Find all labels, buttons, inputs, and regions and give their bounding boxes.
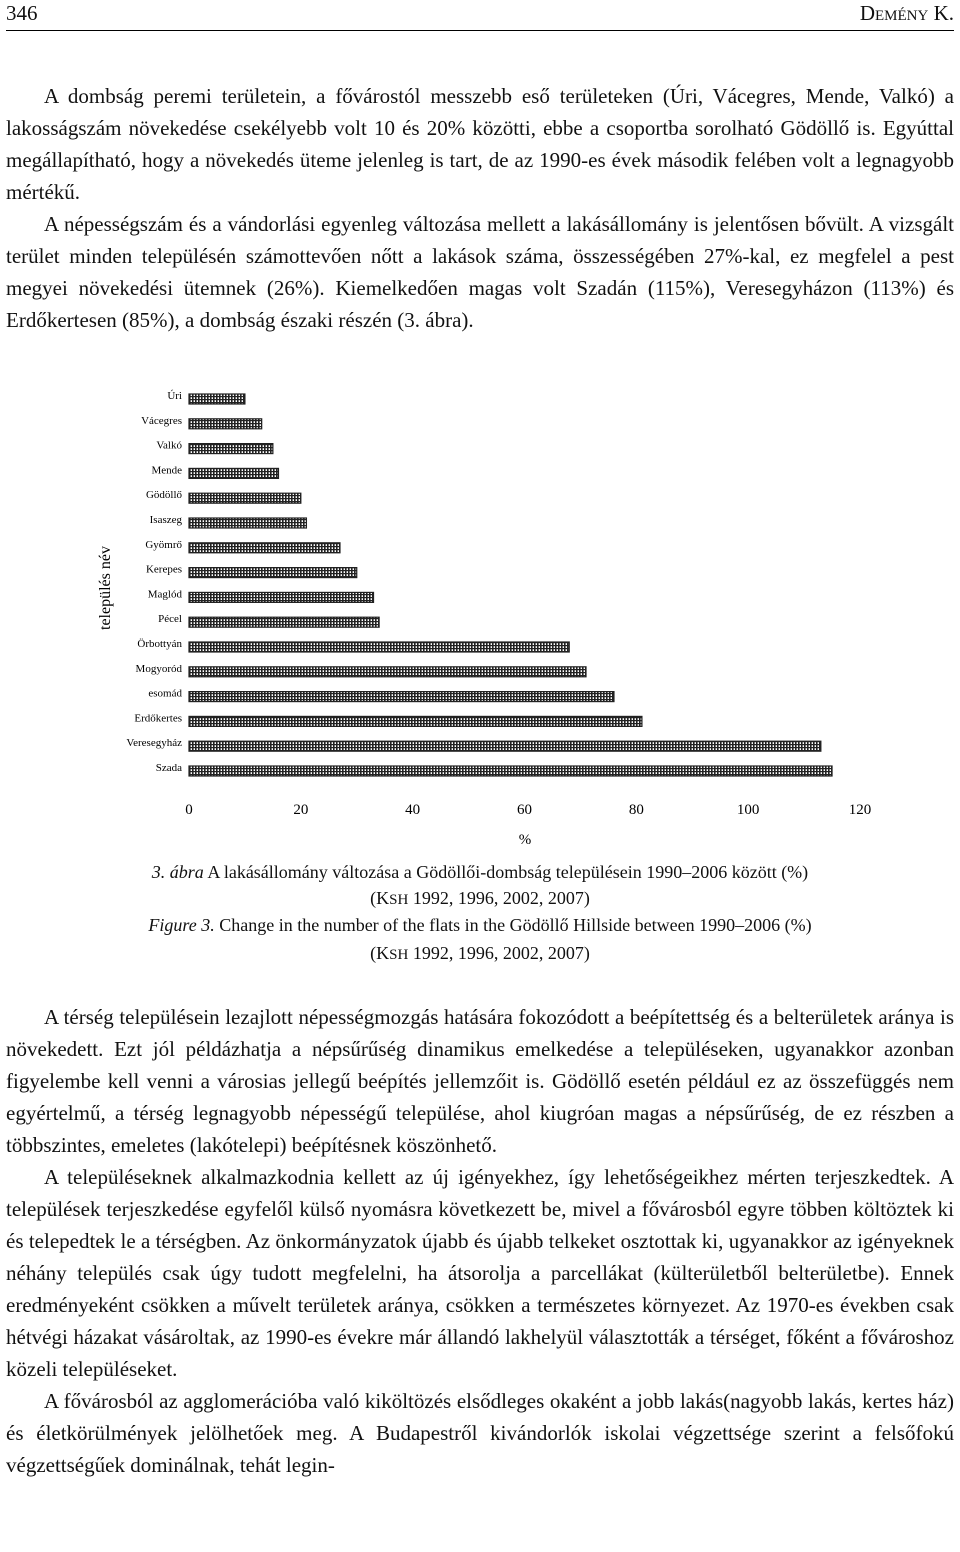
bar [189, 568, 357, 578]
category-label: esomád [148, 687, 182, 700]
source-prefix: (K [370, 943, 390, 963]
running-header [6, 0, 954, 31]
x-tick-label: 100 [736, 802, 760, 818]
source-years: 1992, 1996, 2002, 2007) [408, 943, 590, 963]
paragraph: A fővárosból az agglomerációba való kiköltözés elsődleges okaként a jobb lakás(nagyobb lakás, kertes ház) és életkörülmények jelölhetőek meg. A Budapestről kivándorlók iskolai végzettsége szerint a felsőfokú végzettségűek dominálnak, tehát legin- [6, 1389, 954, 1477]
bar [189, 692, 614, 702]
figure-3-chart [0, 384, 960, 854]
caption-source-en [0, 940, 960, 968]
bar [189, 766, 832, 776]
bar [189, 518, 306, 528]
category-label: Úri [167, 390, 182, 402]
category-label: Maglód [147, 588, 182, 601]
x-tick-label: 40 [405, 802, 421, 818]
category-label: Kerepes [145, 563, 182, 576]
x-tick-label: 0 [185, 802, 193, 818]
source-prefix: (K [370, 888, 390, 908]
source-smallcaps: SH [389, 892, 409, 908]
category-label: Isaszeg [149, 514, 182, 526]
caption-source-hu [0, 885, 960, 913]
paragraph: A térség településein lezajlott népességmozgás hatására fokozódott a beépítettség és a belterületek aránya is növekedett. Ezt jól példázhatja a népsűrűség dinamikus emelkedése a településeken, ugyanakkor azonban figyelembe kell venni a városias jellegű beépítés jellemzőit is. Gödöllő esetén például ez az összefüggés nem egyértelmű, a térség legnagyobb népességű települése, ahol kiugróan magas a népsűrűség, de ez részben a többszintes, emeletes (lakótelepi) beépítésnek köszönhető. [6, 1005, 954, 1157]
caption-en [0, 912, 960, 938]
category-label: Mogyoród [135, 662, 182, 675]
category-label: Mende [151, 464, 182, 477]
author-initial: D [859, 1, 875, 25]
bar-chart [0, 384, 960, 854]
bar [189, 543, 340, 553]
bar [189, 741, 821, 751]
bar [189, 493, 301, 503]
paragraph: A településeknek alkalmazkodnia kellett az új igényekhez, így lehetőségeikhez mérten terjeszkedtek. A települések terjeszkedése egyfelől külső nyomásra következett be, mivel a fővárosból egyre többen költöztek ki és telepedtek le a térségben. Az önkormányzatok újabb és újabb telkeket osztottak ki, ugyanakkor az igényeknek néhány település csak úgy tudott megfelelni, ha átsorolja a parcellákat (külterületből belterületbe). Ennek eredményeként csökken a művelt területek aránya, csökken a természetes környezet. Az 1970-es években csak hétvégi házakat vásároltak, az 1990-es évekre már állandó lakhelyül választották a térséget, főként a fővároshoz közeli településeket. [6, 1165, 954, 1381]
running-author [860, 1, 954, 26]
caption-hu [0, 859, 960, 885]
category-label: Pécel [158, 613, 182, 626]
x-tick-label: 20 [293, 802, 309, 818]
body-text-bottom [6, 1001, 954, 1481]
category-label: Veresegyház [126, 737, 182, 750]
caption-text-en: Change in the number of the flats in the Gödöllő Hillside between 1990–2006 (%) [214, 915, 812, 935]
page-number: 346 [6, 1, 38, 25]
paragraph: A dombság peremi területein, a fővárostól messzebb eső területeken (Úri, Vácegres, Mende, Valkó) a lakosságszám növekedése csekélyebb volt 10 és 20% közötti, ebbe a csoportba sorolható Gödöllő is. Egyúttal megállapítható, hogy a növekedés üteme jelenleg is tart, de az 1990-es évek második felében volt a legnagyobb mértékű. [6, 84, 954, 204]
category-label: Szada [155, 762, 182, 774]
figure-label-en: Figure 3. [148, 915, 215, 935]
bar [189, 617, 379, 627]
paragraph: A népességszám és a vándorlási egyenleg változása mellett a lakásállomány is jelentősen bővült. A vizsgált terület minden településén számottevően nőtt a lakások száma, összességében 27%-kal, ez megfelel a pest megyei növekedési ütemnek (26%). Kiemelkedően magas volt Szadán (115%), Veresegyházon (113%) és Erdőkertesen (85%), a dombság északi részén (3. ábra). [6, 212, 954, 332]
category-label: Vácegres [141, 414, 182, 427]
x-axis-label: % [518, 832, 532, 848]
bar [189, 468, 278, 478]
author-smallcaps: EMÉNY [875, 8, 929, 24]
body-text-top [6, 80, 954, 336]
bar [189, 444, 273, 454]
bar [189, 394, 245, 404]
bar [189, 716, 642, 726]
category-label: Valkó [156, 439, 182, 452]
category-label: Gyömrő [145, 538, 182, 551]
bar [189, 642, 569, 652]
x-tick-label: 120 [848, 802, 872, 818]
bar [189, 419, 262, 429]
x-tick-label: 60 [517, 802, 532, 818]
source-years: 1992, 1996, 2002, 2007) [408, 888, 590, 908]
category-label: Gödöllő [145, 489, 182, 502]
author-suffix: K. [928, 1, 954, 25]
bar [189, 667, 586, 677]
bar [189, 592, 374, 602]
caption-text-hu: A lakásállomány változása a Gödöllői-dombság településein 1990–2006 között (%) [203, 862, 809, 882]
category-label: Erdőkertes [134, 712, 182, 725]
x-tick-label: 80 [628, 802, 644, 818]
category-label: Örbottyán [137, 638, 182, 650]
y-axis-label: település név [97, 546, 114, 630]
figure-label-hu: 3. ábra [151, 862, 204, 882]
source-smallcaps: SH [389, 947, 409, 963]
